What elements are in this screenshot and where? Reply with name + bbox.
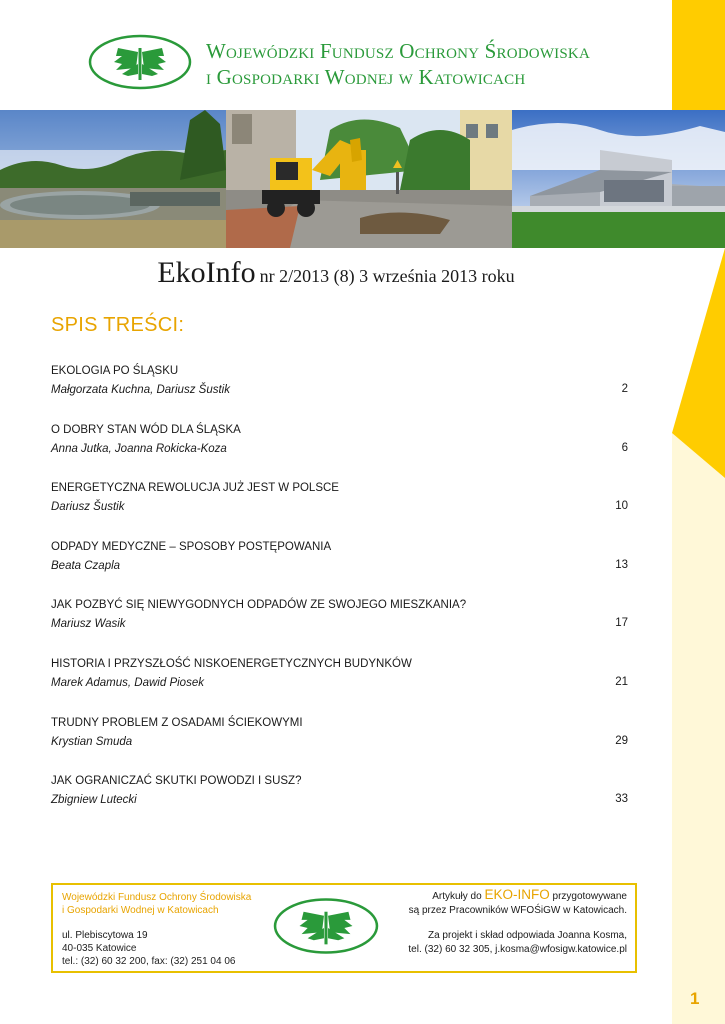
toc-item-authors: Marek Adamus, Dawid Piosek: [51, 676, 204, 689]
toc-item-title: JAK POZBYĆ SIĘ NIEWYGODNYCH ODPADÓW ZE SWOJEGO MIESZKANIA?: [51, 599, 467, 612]
issue-date: nr 2/2013 (8) 3 września 2013 roku: [259, 266, 515, 286]
organization-name-line2: i Gospodarki Wodnej w Katowicach: [206, 65, 526, 89]
toc-item-title: ODPADY MEDYCZNE – SPOSOBY POSTĘPOWANIA: [51, 540, 332, 553]
design-line1: Za projekt i skład odpowiada Joanna Kosma,: [427, 930, 627, 941]
footer-contact: [62, 891, 251, 968]
photo-building: [512, 110, 725, 248]
fund-logo-icon: [88, 34, 192, 90]
toc-item-page: 17: [615, 617, 628, 630]
table-of-contents: [51, 364, 628, 833]
footer-box: [51, 883, 637, 973]
side-strip-top: [672, 0, 725, 110]
footer-org-line1: Wojewódzki Fundusz Ochrony Środowiska: [62, 892, 252, 903]
footer-credits: [367, 888, 627, 956]
toc-heading: SPIS TREŚCI:: [51, 314, 185, 336]
toc-item-page: 10: [615, 500, 628, 513]
toc-item-page: 13: [615, 558, 628, 571]
toc-item-page: 6: [621, 441, 628, 454]
credits-pre: Artykuły do: [432, 891, 485, 902]
toc-item-page: 21: [615, 675, 628, 688]
eko-info-label: EKO-INFO: [484, 887, 550, 902]
footer-street: ul. Plebiscytowa 19: [62, 930, 148, 941]
toc-item[interactable]: [51, 598, 628, 657]
organization-name-line1: Wojewódzki Fundusz Ochrony Środowiska: [206, 39, 590, 63]
design-line2: tel. (32) 60 32 305, j.kosma@wfosigw.katowice.pl: [408, 943, 627, 955]
toc-item[interactable]: [51, 716, 628, 775]
toc-item[interactable]: [51, 540, 628, 599]
header-photo-strip: [0, 110, 725, 248]
toc-item[interactable]: [51, 423, 628, 482]
toc-item[interactable]: [51, 774, 628, 833]
credits-line2: są przez Pracowników WFOŚiGW w Katowicach.: [408, 904, 627, 916]
footer-city: 40-035 Katowice: [62, 943, 137, 954]
page-number: 1: [690, 989, 700, 1008]
toc-item-authors: Mariusz Wasik: [51, 618, 126, 631]
toc-item-authors: Krystian Smuda: [51, 735, 133, 748]
footer-org-line2: i Gospodarki Wodnej w Katowicach: [62, 905, 219, 916]
photo-treatment-plant: [0, 110, 226, 248]
toc-item-title: O DOBRY STAN WÓD DLA ŚLĄSKA: [51, 423, 241, 436]
toc-item-authors: Dariusz Šustik: [51, 501, 125, 514]
toc-item-title: JAK OGRANICZAĆ SKUTKI POWODZI I SUSZ?: [51, 775, 302, 788]
toc-item-page: 2: [621, 383, 628, 395]
footer-logo-icon: [273, 896, 379, 956]
credits-post: przygotowywane: [549, 891, 627, 902]
toc-item-title: TRUDNY PROBLEM Z OSADAMI ŚCIEKOWYMI: [51, 716, 303, 729]
organization-name: [206, 38, 590, 90]
toc-item[interactable]: [51, 657, 628, 716]
toc-item-title: EKOLOGIA PO ŚLĄSKU: [51, 365, 179, 377]
issue-title: [0, 256, 672, 290]
toc-item-title: HISTORIA I PRZYSZŁOŚĆ NISKOENERGETYCZNYCH BUDYNKÓW: [51, 657, 412, 670]
toc-item[interactable]: [51, 481, 628, 540]
footer-phone: tel.: (32) 60 32 200, fax: (32) 251 04 06: [62, 956, 236, 967]
toc-item-authors: Zbigniew Lutecki: [51, 794, 137, 807]
toc-item-authors: Beata Czapla: [51, 559, 121, 572]
side-triangle: [672, 248, 725, 478]
toc-item-page: 29: [615, 734, 628, 747]
toc-item-title: ENERGETYCZNA REWOLUCJA JUŻ JEST W POLSCE: [51, 482, 339, 495]
toc-item[interactable]: [51, 364, 628, 423]
toc-item-authors: Anna Jutka, Joanna Rokicka-Koza: [51, 442, 227, 455]
toc-item-authors: Małgorzata Kuchna, Dariusz Šustik: [51, 384, 230, 396]
photo-excavator: [226, 110, 512, 248]
issue-name: EkoInfo: [157, 256, 256, 289]
toc-item-page: 33: [615, 793, 628, 806]
